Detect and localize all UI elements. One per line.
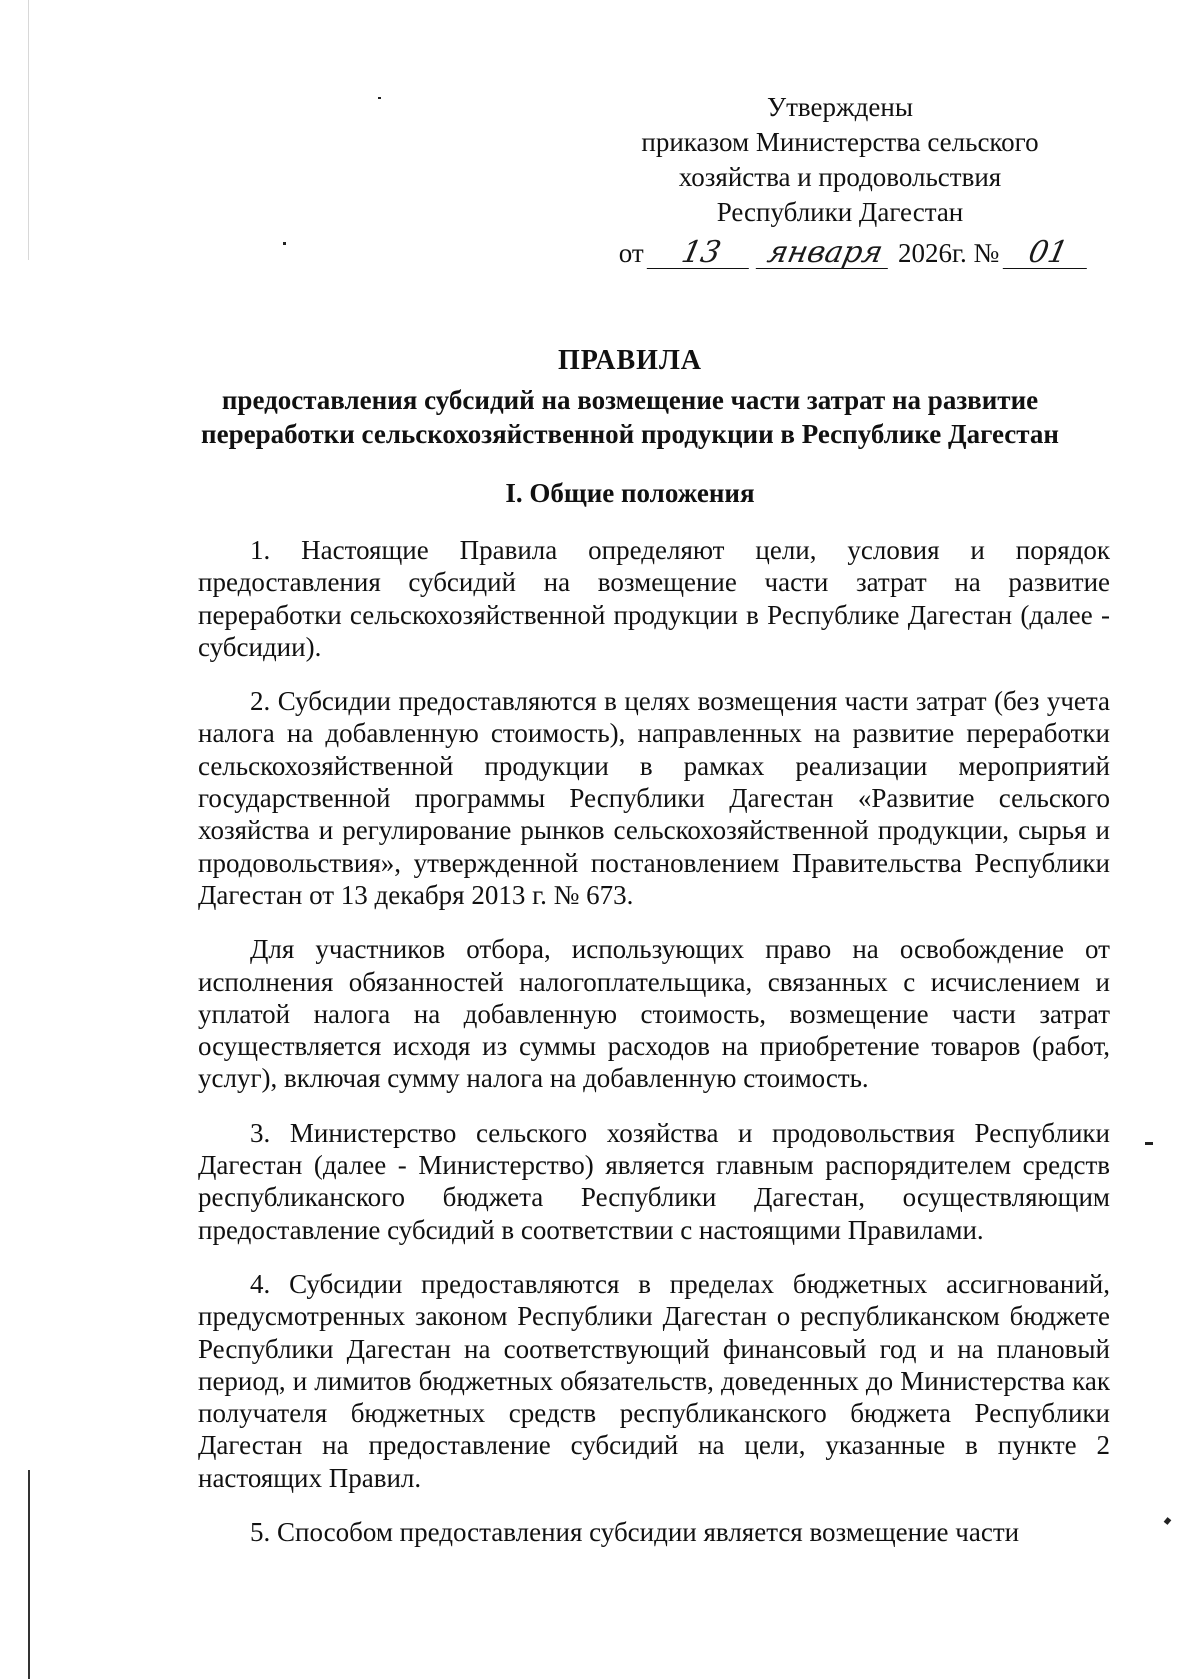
date-year-suffix: г. № [951, 238, 1000, 268]
scan-speck [1164, 1517, 1172, 1525]
handwritten-day: 13 [647, 238, 756, 269]
handwritten-order-number: 01 [1003, 238, 1094, 269]
approval-line-4: Республики Дагестан [716, 197, 964, 227]
paragraph-2: 2. Субсидии предоставляются в целях возмещения части затрат (без учета налога на добавленную стоимость), направленных на развитие переработки сельскохозяйственной продукции в рамках реализации мероприятий государственной программы Республики Дагестан «Развитие сельского хозяйства и регулирование рынков сельскохозяйственной продукции, сырья и продовольствия», утвержденной постановлением Правительства Республики Дагестан от 13 декабря 2013 г. № 673. [198, 686, 1110, 910]
approval-line-3: хозяйства и продовольствия [678, 162, 1002, 192]
document-subtitle [200, 383, 1060, 451]
scan-edge-line [28, 0, 29, 260]
paragraph-1: 1. Настоящие Правила определяют цели, условия и порядок предоставления субсидий на возмещение части затрат на развитие переработки сельскохозяйственной продукции в Республике Дагестан (далее - субсидии). [198, 535, 1110, 662]
date-year: 2026 [897, 238, 952, 268]
date-prefix: от [618, 238, 644, 268]
scan-speck [1145, 1142, 1153, 1145]
approval-line-1: Утверждены [767, 92, 913, 122]
subtitle-line-1: предоставления субсидий на возмещение части затрат на развитие [221, 385, 1039, 415]
paragraph-5: 5. Способом предоставления субсидии является возмещение части [250, 1517, 1020, 1548]
approval-stamp-block [560, 90, 1120, 271]
document-body [198, 534, 1110, 1570]
paragraph-3: 3. Министерство сельского хозяйства и продовольствия Республики Дагестан (далее - Министерство) является главным распорядителем средств республиканского бюджета Республики Дагестан, осуществляющим предоставление субсидий в соответствии с настоящими Правилами. [198, 1117, 1110, 1245]
subtitle-line-2: переработки сельскохозяйственной продукции в Республике Дагестан [201, 419, 1059, 449]
paragraph-4: 4. Субсидии предоставляются в пределах бюджетных ассигнований, предусмотренных законом Республики Дагестан о республиканском бюджете Республики Дагестан на соответствующий финансовый год и на плановый период, и лимитов бюджетных обязательств, доведенных до Министерства как получателя бюджетных средств республиканского бюджета Республики Дагестан на предоставление субсидий на цели, указанные в пункте 2 настоящих Правил. [198, 1268, 1110, 1493]
approval-date-line [560, 236, 1120, 271]
paragraph-2-note: Для участников отбора, использующих право на освобождение от исполнения обязанностей налогоплательщика, связанных с исчислением и уплатой налога на добавленную стоимость, возмещение части затрат осуществляется исходя из суммы расходов на приобретение товаров (работ, услуг), включая сумму налога на добавленную стоимость. [198, 934, 1110, 1094]
scan-edge-line [28, 1470, 30, 1679]
scan-speck [378, 97, 381, 99]
section-heading: I. Общие положения [505, 478, 755, 508]
scan-speck [283, 242, 286, 245]
approval-line-2: приказом Министерства сельского [641, 127, 1039, 157]
handwritten-month: января [756, 238, 895, 269]
document-title: ПРАВИЛА [557, 345, 703, 376]
